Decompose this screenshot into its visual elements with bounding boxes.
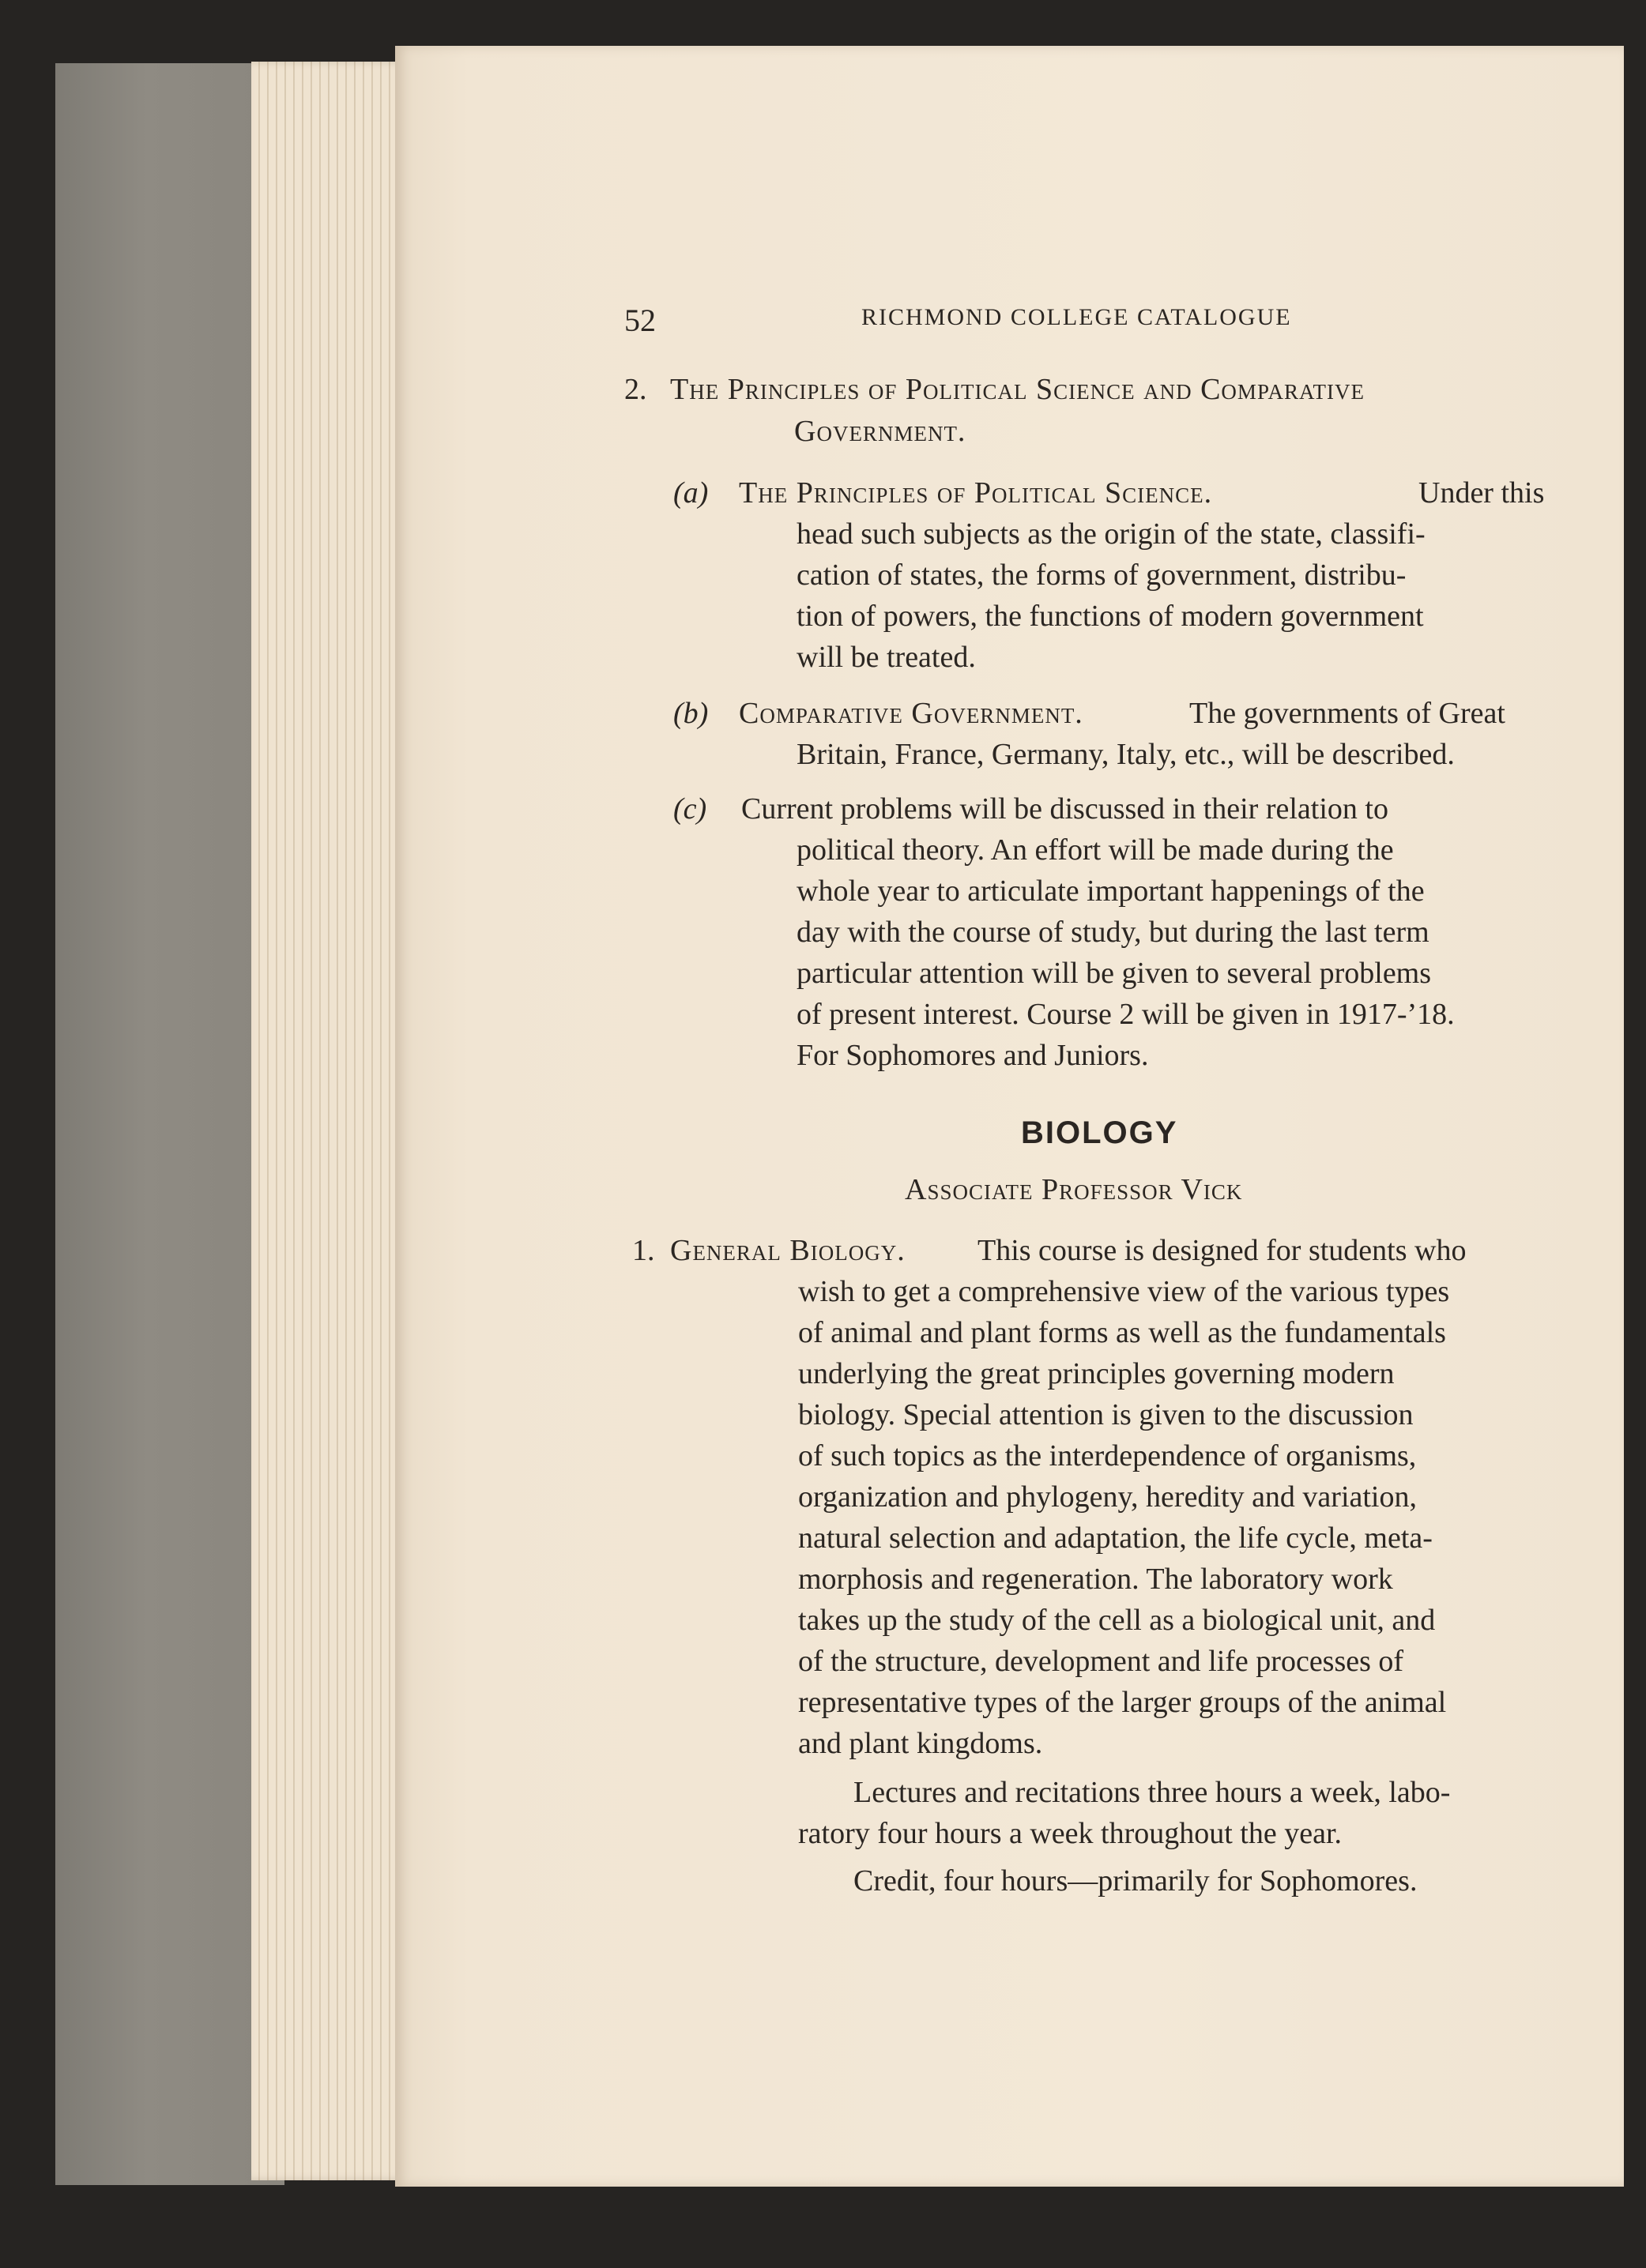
item-b-line: The governments of Great: [1189, 697, 1505, 730]
item-b-line: Britain, France, Germany, Italy, etc., will be described.: [797, 738, 1455, 771]
item-b-paragraph: [797, 734, 1591, 775]
book-cover-board: [55, 63, 284, 2185]
item-c-label: (c): [673, 792, 707, 826]
course-1-line: of the structure, development and life processes of: [798, 1645, 1404, 1678]
professor-name: Associate Professor Vick: [905, 1173, 1243, 1206]
item-a-label: (a): [673, 476, 709, 510]
course-1-line: natural selection and adaptation, the life cycle, meta-: [798, 1521, 1433, 1555]
course-1-line: takes up the study of the cell as a biological unit, and: [798, 1604, 1436, 1637]
section-heading: BIOLOGY: [1021, 1115, 1178, 1150]
page-number: 52: [624, 303, 656, 338]
item-a-line: will be treated.: [797, 641, 976, 674]
course-1-line: wish to get a comprehensive view of the various types: [798, 1275, 1450, 1308]
item-a-lead: The Principles of Political Science.: [739, 476, 1213, 510]
item-a-line: Under this: [1418, 476, 1545, 510]
course-1-line: and plant kingdoms.: [798, 1727, 1043, 1760]
item-c-line: Current problems will be discussed in their relation to: [741, 792, 1388, 826]
item-c-line: political theory. An effort will be made during the: [797, 833, 1394, 867]
item-c-paragraph: [797, 829, 1591, 1076]
page-edges: [251, 62, 419, 2180]
course-1-line: biology. Special attention is given to the discussion: [798, 1398, 1414, 1431]
course-1-line: This course is designed for students who: [977, 1234, 1467, 1267]
item-c-line: particular attention will be given to several problems: [797, 957, 1432, 990]
item-a-line: tion of powers, the functions of modern government: [797, 600, 1424, 633]
item-c-line: whole year to articulate important happenings of the: [797, 874, 1425, 908]
course-1-line: organization and phylogeny, heredity and variation,: [798, 1480, 1417, 1514]
course-1-line: of animal and plant forms as well as the fundamentals: [798, 1316, 1446, 1349]
course-1-paragraph: [798, 1271, 1596, 1764]
item-b-label: (b): [673, 697, 709, 730]
credit-line: Credit, four hours—primarily for Sophomores.: [853, 1864, 1418, 1898]
course-1-line: of such topics as the interdependence of organisms,: [798, 1439, 1417, 1473]
item-a-line: cation of states, the forms of government, distribu-: [797, 559, 1407, 592]
item-a-paragraph: [797, 513, 1591, 678]
item-b-lead: Comparative Government.: [739, 697, 1083, 730]
course-2-title-line2: Government.: [794, 415, 966, 448]
course-1-line: underlying the great principles governing modern: [798, 1357, 1395, 1390]
lectures-line: ratory four hours a week throughout the year.: [798, 1817, 1343, 1850]
course-1-line: morphosis and regeneration. The laboratory work: [798, 1563, 1393, 1596]
item-c-line: day with the course of study, but during the last term: [797, 916, 1429, 949]
lectures-line: Lectures and recitations three hours a week, labo-: [853, 1776, 1451, 1809]
course-1-lead: General Biology.: [670, 1234, 906, 1267]
item-c-line: For Sophomores and Juniors.: [797, 1039, 1149, 1072]
item-c-line: of present interest. Course 2 will be given in 1917-’18.: [797, 998, 1455, 1031]
running-head: RICHMOND COLLEGE CATALOGUE: [861, 304, 1292, 330]
course-2-title-line1: The Principles of Political Science and Comparative: [670, 373, 1365, 406]
course-1-line: representative types of the larger groups of the animal: [798, 1686, 1447, 1719]
course-2-number: 2.: [624, 373, 647, 406]
item-a-line: head such subjects as the origin of the state, classifi-: [797, 517, 1426, 551]
course-1-number: 1.: [632, 1234, 655, 1267]
